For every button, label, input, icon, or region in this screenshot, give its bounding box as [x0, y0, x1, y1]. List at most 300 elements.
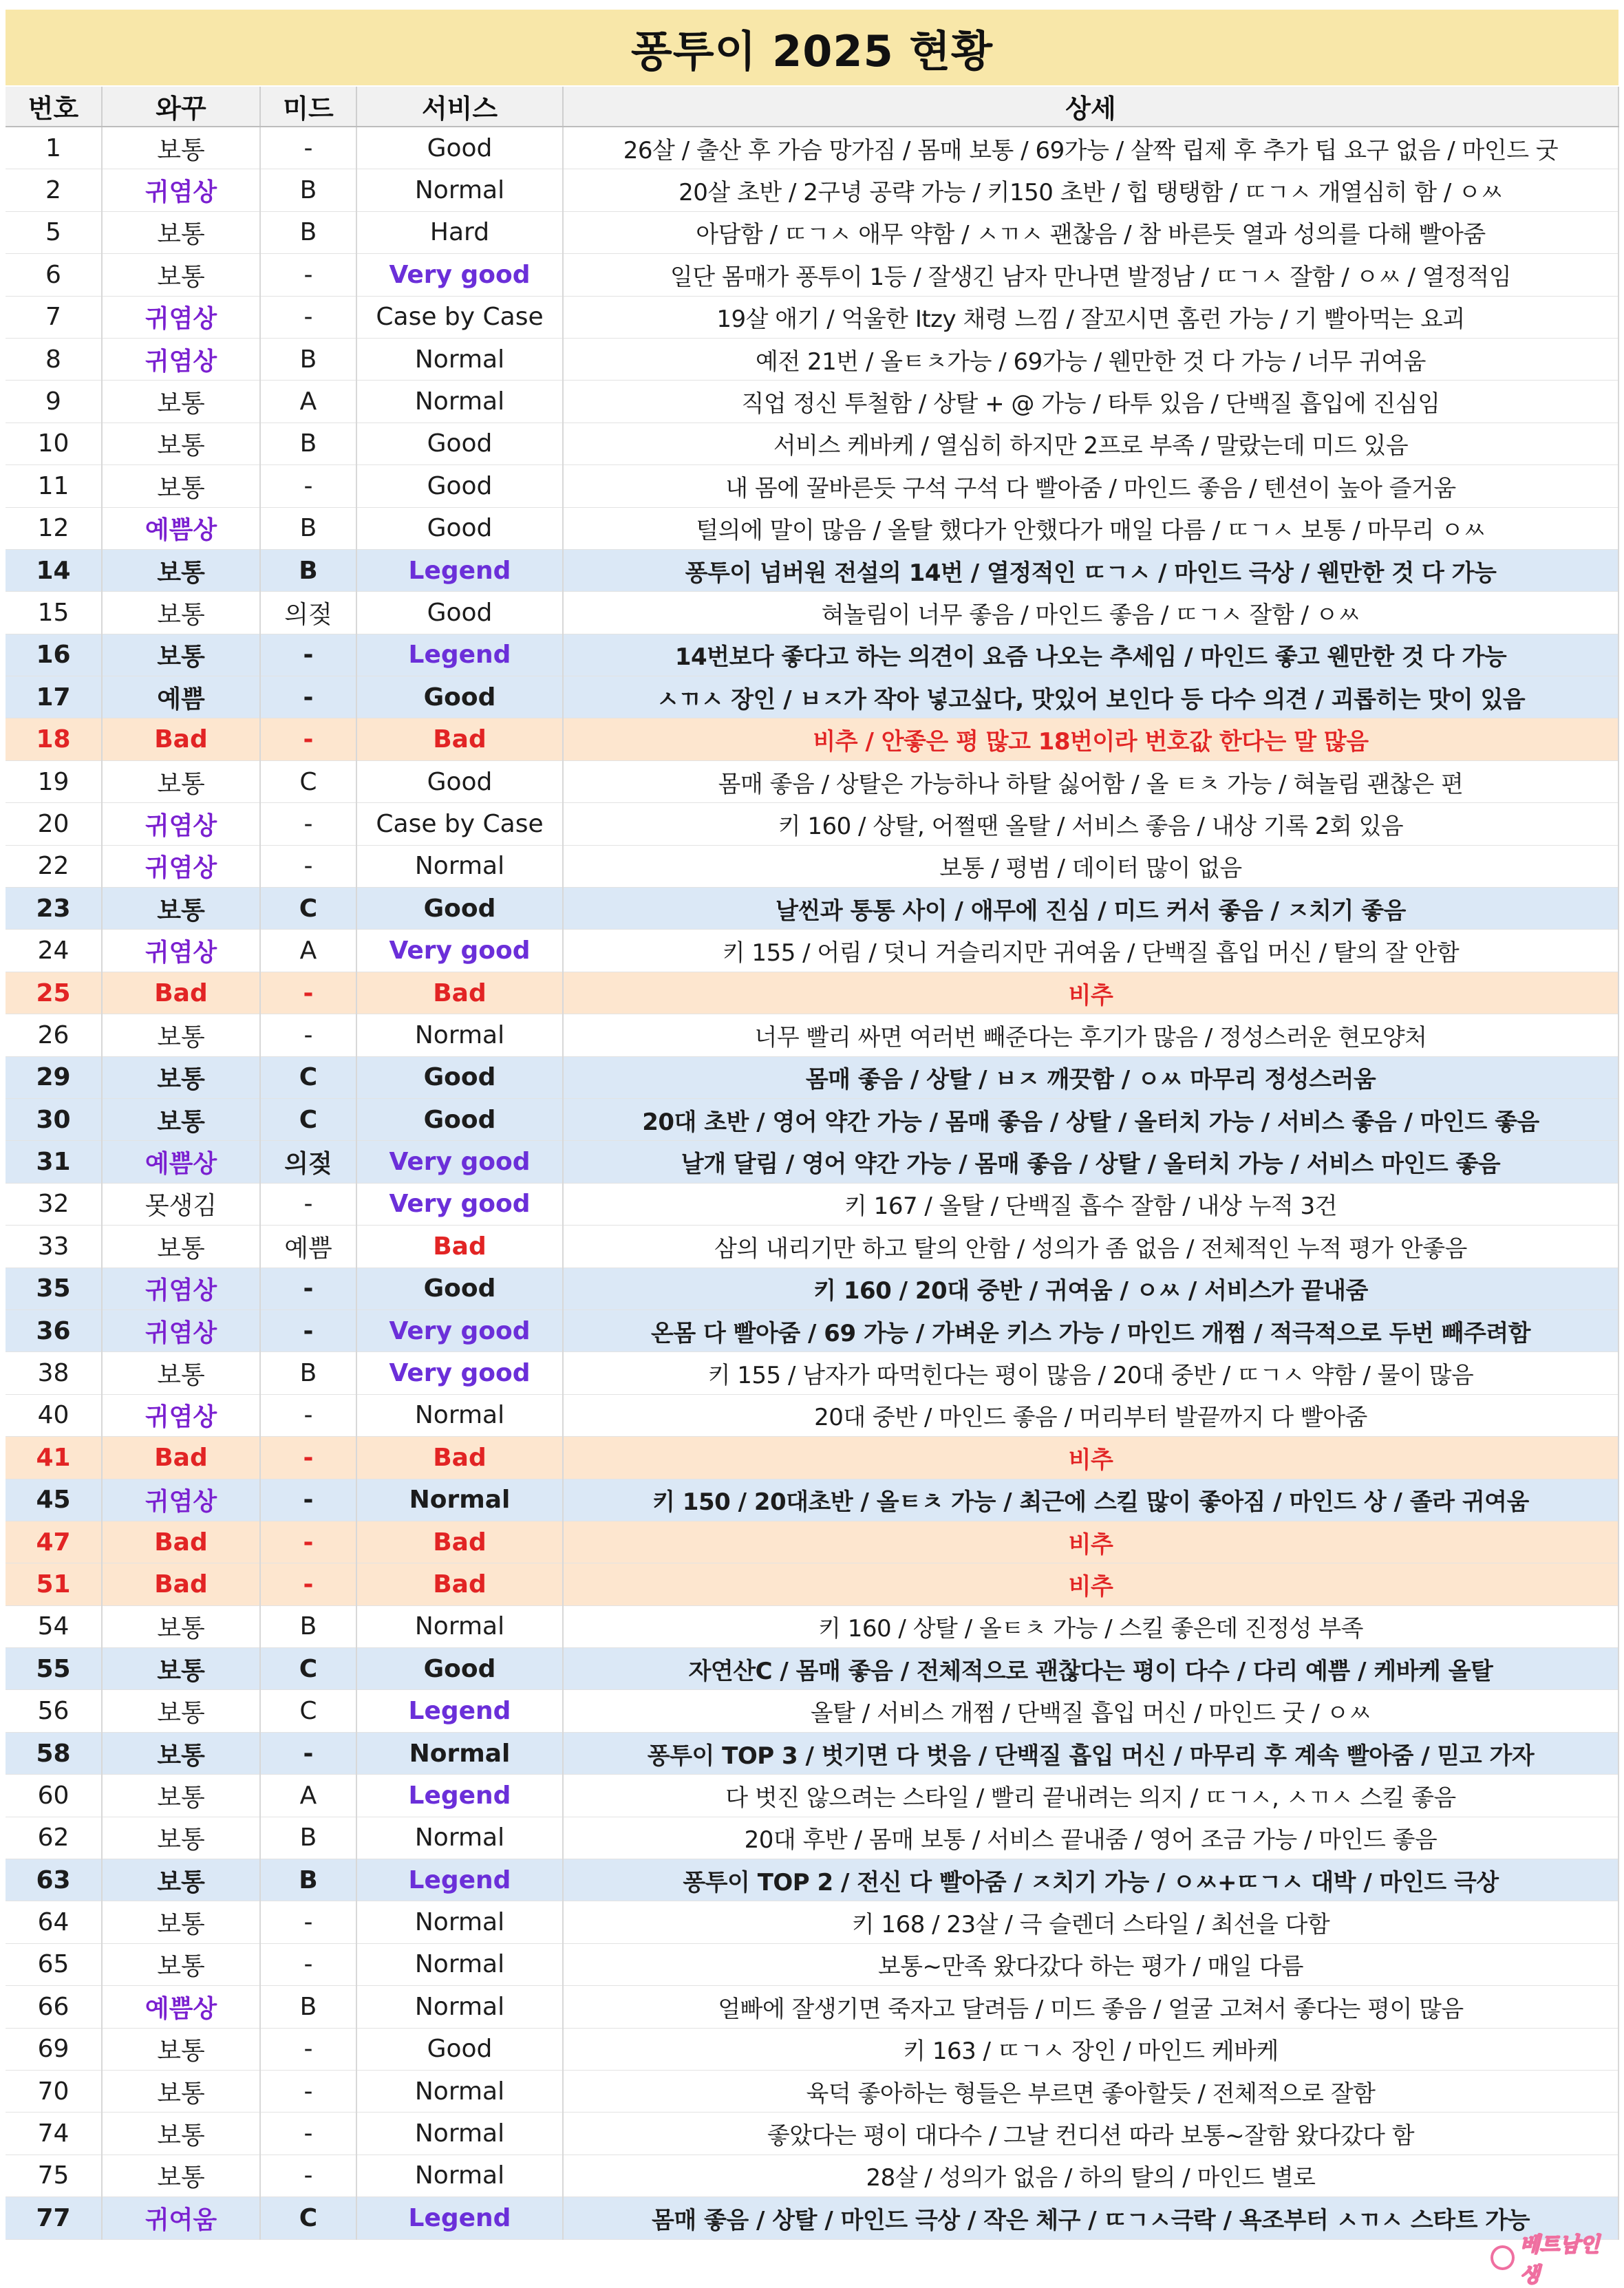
- cell-number: 18: [6, 718, 102, 760]
- cell-detail: 너무 빨리 싸면 여러번 빼준다는 후기가 많음 / 정성스러운 현모양처: [563, 1014, 1618, 1056]
- cell-number: 40: [6, 1394, 102, 1436]
- cell-service: Legend: [356, 1690, 563, 1732]
- cell-service: Good: [356, 676, 563, 718]
- header-detail: 상세: [563, 87, 1618, 127]
- table-row: [6, 254, 1618, 296]
- heart-logo-icon: [1491, 2245, 1515, 2270]
- cell-looks: 보통: [102, 1901, 260, 1943]
- cell-number: 47: [6, 1521, 102, 1563]
- table-row: [6, 2197, 1618, 2239]
- cell-looks: 보통: [102, 423, 260, 464]
- cell-number: 77: [6, 2197, 102, 2239]
- cell-service: Good: [356, 465, 563, 507]
- cell-number: 32: [6, 1183, 102, 1225]
- cell-mid: -: [260, 1183, 356, 1225]
- cell-number: 63: [6, 1859, 102, 1901]
- cell-number: 75: [6, 2155, 102, 2196]
- header-service: 서비스: [356, 87, 563, 127]
- cell-looks: 보통: [102, 1056, 260, 1098]
- table-row: [6, 423, 1618, 464]
- cell-looks: 귀염상: [102, 1309, 260, 1351]
- cell-mid: B: [260, 169, 356, 211]
- cell-looks: 보통: [102, 1943, 260, 1985]
- cell-service: Normal: [356, 381, 563, 423]
- table-row: [6, 888, 1618, 930]
- cell-service: Normal: [356, 2155, 563, 2196]
- cell-number: 31: [6, 1141, 102, 1183]
- table-row: [6, 465, 1618, 507]
- cell-number: 26: [6, 1014, 102, 1056]
- cell-detail: 날개 달림 / 영어 약간 가능 / 몸매 좋음 / 상탈 / 올터치 가능 / 서비스 마인드 좋음: [563, 1141, 1618, 1183]
- cell-detail: 키 160 / 상탈, 어쩔땐 올탈 / 서비스 좋음 / 내상 기록 2회 있음: [563, 803, 1618, 845]
- table-row: [6, 1014, 1618, 1056]
- cell-looks: 보통: [102, 1226, 260, 1268]
- cell-mid: B: [260, 338, 356, 380]
- table-row: [6, 296, 1618, 338]
- cell-looks: 귀염상: [102, 338, 260, 380]
- cell-looks: 귀염상: [102, 1394, 260, 1436]
- cell-mid: 의젖: [260, 1141, 356, 1183]
- cell-looks: 보통: [102, 2155, 260, 2196]
- cell-mid: -: [260, 1437, 356, 1479]
- cell-mid: -: [260, 845, 356, 887]
- cell-service: Normal: [356, 1394, 563, 1436]
- title-bar: [6, 10, 1618, 85]
- cell-number: 41: [6, 1437, 102, 1479]
- cell-service: Good: [356, 1056, 563, 1098]
- cell-service: Good: [356, 888, 563, 930]
- cell-number: 30: [6, 1098, 102, 1140]
- cell-service: Hard: [356, 211, 563, 253]
- cell-mid: C: [260, 1056, 356, 1098]
- cell-detail: 내 몸에 꿀바른듯 구석 구석 다 빨아줌 / 마인드 좋음 / 텐션이 높아 즐거움: [563, 465, 1618, 507]
- page-title: 퐁투이 2025 현황: [630, 25, 994, 76]
- cell-mid: B: [260, 1605, 356, 1647]
- cell-service: Good: [356, 592, 563, 634]
- cell-number: 38: [6, 1352, 102, 1394]
- cell-service: Very good: [356, 1183, 563, 1225]
- cell-service: Good: [356, 1268, 563, 1309]
- cell-looks: 보통: [102, 592, 260, 634]
- cell-service: Normal: [356, 2113, 563, 2155]
- cell-detail: 20살 초반 / 2구녕 공략 가능 / 키150 초반 / 힙 탱탱함 / ㄸㄱㅅ 개열심히 함 / ㅇㅆ: [563, 169, 1618, 211]
- cell-service: Very good: [356, 930, 563, 972]
- cell-detail: 직업 정신 투철함 / 상탈 + @ 가능 / 타투 있음 / 단백질 흡입에 진심임: [563, 381, 1618, 423]
- table-row: [6, 169, 1618, 211]
- cell-service: Very good: [356, 1141, 563, 1183]
- cell-mid: -: [260, 972, 356, 1014]
- cell-detail: 보통 / 평범 / 데이터 많이 없음: [563, 845, 1618, 887]
- cell-mid: -: [260, 465, 356, 507]
- cell-detail: 퐁투이 TOP 2 / 전신 다 빨아줌 / ㅈ치기 가능 / ㅇㅆ+ㄸㄱㅅ 대박 / 마인드 극상: [563, 1859, 1618, 1901]
- cell-service: Bad: [356, 972, 563, 1014]
- cell-service: Normal: [356, 1479, 563, 1521]
- cell-mid: -: [260, 254, 356, 296]
- header-looks: 와꾸: [102, 87, 260, 127]
- cell-number: 60: [6, 1775, 102, 1817]
- cell-mid: 의젖: [260, 592, 356, 634]
- cell-number: 10: [6, 423, 102, 464]
- cell-detail: 퐁투이 TOP 3 / 벗기면 다 벗음 / 단백질 흡입 머신 / 마무리 후 계속 빨아줌 / 믿고 가자: [563, 1732, 1618, 1774]
- cell-detail: 혀놀림이 너무 좋음 / 마인드 좋음 / ㄸㄱㅅ 잘함 / ㅇㅆ: [563, 592, 1618, 634]
- table-row: [6, 2070, 1618, 2112]
- cell-looks: 보통: [102, 465, 260, 507]
- table-row: [6, 549, 1618, 591]
- cell-mid: -: [260, 2028, 356, 2070]
- cell-mid: C: [260, 888, 356, 930]
- table-row: [6, 592, 1618, 634]
- cell-mid: -: [260, 718, 356, 760]
- cell-mid: -: [260, 2155, 356, 2196]
- cell-service: Very good: [356, 254, 563, 296]
- cell-service: Normal: [356, 1732, 563, 1774]
- cell-mid: -: [260, 1563, 356, 1605]
- table-row: [6, 1437, 1618, 1479]
- cell-detail: 20대 중반 / 마인드 좋음 / 머리부터 발끝까지 다 빨아줌: [563, 1394, 1618, 1436]
- cell-mid: -: [260, 1014, 356, 1056]
- table-row: [6, 718, 1618, 760]
- cell-looks: 귀여움: [102, 2197, 260, 2239]
- cell-mid: -: [260, 1479, 356, 1521]
- table-row: [6, 1648, 1618, 1690]
- cell-number: 15: [6, 592, 102, 634]
- cell-detail: 다 벗진 않으려는 스타일 / 빨리 끝내려는 의지 / ㄸㄱㅅ, ㅅㄲㅅ 스킬 좋음: [563, 1775, 1618, 1817]
- table-row: [6, 338, 1618, 380]
- cell-service: Very good: [356, 1309, 563, 1351]
- cell-detail: 날씬과 통통 사이 / 애무에 진심 / 미드 커서 좋음 / ㅈ치기 좋음: [563, 888, 1618, 930]
- cell-service: Normal: [356, 1901, 563, 1943]
- cell-detail: 털의에 말이 많음 / 올탈 했다가 안했다가 매일 다름 / ㄸㄱㅅ 보통 / 마무리 ㅇㅆ: [563, 507, 1618, 549]
- cell-number: 7: [6, 296, 102, 338]
- cell-number: 8: [6, 338, 102, 380]
- cell-detail: 올탈 / 서비스 개쩜 / 단백질 흡입 머신 / 마인드 굿 / ㅇㅆ: [563, 1690, 1618, 1732]
- cell-detail: 육덕 좋아하는 형들은 부르면 좋아할듯 / 전체적으로 잘함: [563, 2070, 1618, 2112]
- cell-number: 54: [6, 1605, 102, 1647]
- table-row: [6, 1986, 1618, 2028]
- cell-looks: 보통: [102, 1817, 260, 1859]
- cell-mid: C: [260, 1648, 356, 1690]
- cell-service: Legend: [356, 1775, 563, 1817]
- cell-number: 36: [6, 1309, 102, 1351]
- cell-number: 23: [6, 888, 102, 930]
- cell-looks: 귀염상: [102, 930, 260, 972]
- cell-mid: -: [260, 1309, 356, 1351]
- cell-service: Normal: [356, 845, 563, 887]
- table-row: [6, 1943, 1618, 1985]
- cell-service: Case by Case: [356, 296, 563, 338]
- cell-detail: 예전 21번 / 올ㅌㅊ가능 / 69가능 / 웬만한 것 다 가능 / 너무 귀여움: [563, 338, 1618, 380]
- cell-service: Bad: [356, 1563, 563, 1605]
- cell-number: 24: [6, 930, 102, 972]
- cell-mid: -: [260, 676, 356, 718]
- cell-looks: 보통: [102, 2070, 260, 2112]
- cell-detail: 키 160 / 20대 중반 / 귀여움 / ㅇㅆ / 서비스가 끝내줌: [563, 1268, 1618, 1309]
- cell-detail: 아담함 / ㄸㄱㅅ 애무 약함 / ㅅㄲㅅ 괜찮음 / 참 바른듯 열과 성의를 다해 빨아줌: [563, 211, 1618, 253]
- cell-mid: B: [260, 1986, 356, 2028]
- cell-number: 69: [6, 2028, 102, 2070]
- cell-detail: 보통~만족 왔다갔다 하는 평가 / 매일 다름: [563, 1943, 1618, 1985]
- cell-mid: B: [260, 423, 356, 464]
- cell-looks: 보통: [102, 2113, 260, 2155]
- cell-mid: -: [260, 1732, 356, 1774]
- cell-number: 35: [6, 1268, 102, 1309]
- cell-mid: -: [260, 1521, 356, 1563]
- cell-number: 74: [6, 2113, 102, 2155]
- cell-looks: 보통: [102, 1690, 260, 1732]
- cell-detail: 온몸 다 빨아줌 / 69 가능 / 가벼운 키스 가능 / 마인드 개쩜 / 적극적으로 두번 빼주려함: [563, 1309, 1618, 1351]
- table-row: [6, 507, 1618, 549]
- cell-looks: 보통: [102, 888, 260, 930]
- cell-detail: 키 168 / 23살 / 극 슬렌더 스타일 / 최선을 다함: [563, 1901, 1618, 1943]
- cell-detail: 비추: [563, 972, 1618, 1014]
- cell-number: 58: [6, 1732, 102, 1774]
- table-row: [6, 1098, 1618, 1140]
- status-table: [6, 87, 1619, 2240]
- table-row: [6, 1309, 1618, 1351]
- cell-mid: -: [260, 2070, 356, 2112]
- cell-mid: -: [260, 1394, 356, 1436]
- cell-mid: C: [260, 760, 356, 802]
- table-row: [6, 1690, 1618, 1732]
- cell-detail: 비추 / 안좋은 평 많고 18번이라 번호값 한다는 말 많음: [563, 718, 1618, 760]
- cell-mid: -: [260, 2113, 356, 2155]
- cell-number: 2: [6, 169, 102, 211]
- table-row: [6, 1605, 1618, 1647]
- header-mid: 미드: [260, 87, 356, 127]
- cell-detail: 몸매 좋음 / 상탈 / ㅂㅈ 깨끗함 / ㅇㅆ 마무리 정성스러움: [563, 1056, 1618, 1098]
- cell-looks: 귀염상: [102, 169, 260, 211]
- cell-detail: 좋았다는 평이 대다수 / 그날 컨디션 따라 보통~잘함 왔다갔다 함: [563, 2113, 1618, 2155]
- cell-mid: A: [260, 381, 356, 423]
- cell-looks: Bad: [102, 1521, 260, 1563]
- cell-number: 19: [6, 760, 102, 802]
- cell-detail: 비추: [563, 1563, 1618, 1605]
- cell-detail: 비추: [563, 1437, 1618, 1479]
- table-row: [6, 972, 1618, 1014]
- cell-mid: B: [260, 1817, 356, 1859]
- cell-detail: 얼빠에 잘생기면 죽자고 달려듬 / 미드 좋음 / 얼굴 고쳐서 좋다는 평이 많음: [563, 1986, 1618, 2028]
- table-row: [6, 1394, 1618, 1436]
- cell-mid: -: [260, 1901, 356, 1943]
- watermark: [1491, 2233, 1614, 2287]
- cell-number: 65: [6, 1943, 102, 1985]
- cell-service: Good: [356, 2028, 563, 2070]
- table-row: [6, 1226, 1618, 1268]
- cell-number: 9: [6, 381, 102, 423]
- cell-number: 51: [6, 1563, 102, 1605]
- cell-service: Normal: [356, 1605, 563, 1647]
- table-row: [6, 2155, 1618, 2196]
- cell-detail: 20대 초반 / 영어 약간 가능 / 몸매 좋음 / 상탈 / 올터치 가능 / 서비스 좋음 / 마인드 좋음: [563, 1098, 1618, 1140]
- cell-mid: B: [260, 211, 356, 253]
- cell-detail: 26살 / 출산 후 가슴 망가짐 / 몸매 보통 / 69가능 / 살짝 립제 후 추가 팁 요구 없음 / 마인드 굿: [563, 127, 1618, 169]
- cell-looks: Bad: [102, 972, 260, 1014]
- cell-service: Normal: [356, 338, 563, 380]
- cell-looks: 못생김: [102, 1183, 260, 1225]
- table-body: [6, 127, 1618, 2239]
- cell-detail: 키 163 / ㄸㄱㅅ 장인 / 마인드 케바케: [563, 2028, 1618, 2070]
- header-row: [6, 87, 1618, 127]
- cell-detail: 비추: [563, 1521, 1618, 1563]
- table-row: [6, 1056, 1618, 1098]
- cell-number: 25: [6, 972, 102, 1014]
- cell-looks: 보통: [102, 1648, 260, 1690]
- cell-mid: -: [260, 803, 356, 845]
- cell-number: 5: [6, 211, 102, 253]
- table-row: [6, 127, 1618, 169]
- table-row: [6, 845, 1618, 887]
- cell-detail: 키 167 / 올탈 / 단백질 흡수 잘함 / 내상 누적 3건: [563, 1183, 1618, 1225]
- cell-looks: 예쁨: [102, 676, 260, 718]
- cell-detail: 키 160 / 상탈 / 올ㅌㅊ 가능 / 스킬 좋은데 진정성 부족: [563, 1605, 1618, 1647]
- cell-service: Normal: [356, 1817, 563, 1859]
- header-number: 번호: [6, 87, 102, 127]
- cell-detail: 자연산C / 몸매 좋음 / 전체적으로 괜찮다는 평이 다수 / 다리 예쁨 / 케바케 올탈: [563, 1648, 1618, 1690]
- cell-detail: 키 150 / 20대초반 / 올ㅌㅊ 가능 / 최근에 스킬 많이 좋아짐 / 마인드 상 / 졸라 귀여움: [563, 1479, 1618, 1521]
- cell-number: 33: [6, 1226, 102, 1268]
- table-row: [6, 1901, 1618, 1943]
- table-row: [6, 1268, 1618, 1309]
- cell-mid: -: [260, 127, 356, 169]
- cell-detail: 삼의 내리기만 하고 탈의 안함 / 성의가 좀 없음 / 전체적인 누적 평가 안좋음: [563, 1226, 1618, 1268]
- cell-number: 55: [6, 1648, 102, 1690]
- cell-looks: 귀염상: [102, 1268, 260, 1309]
- table-row: [6, 1817, 1618, 1859]
- cell-number: 56: [6, 1690, 102, 1732]
- cell-looks: 보통: [102, 634, 260, 676]
- cell-service: Case by Case: [356, 803, 563, 845]
- cell-mid: C: [260, 1690, 356, 1732]
- cell-service: Bad: [356, 1521, 563, 1563]
- cell-looks: 귀염상: [102, 845, 260, 887]
- cell-service: Normal: [356, 1986, 563, 2028]
- cell-service: Very good: [356, 1352, 563, 1394]
- cell-looks: 보통: [102, 254, 260, 296]
- table-row: [6, 1732, 1618, 1774]
- cell-detail: 몸매 좋음 / 상탈 / 마인드 극상 / 작은 체구 / ㄸㄱㅅ극락 / 욕조부터 ㅅㄲㅅ 스타트 가능: [563, 2197, 1618, 2239]
- cell-looks: 보통: [102, 1014, 260, 1056]
- cell-detail: ㅅㄲㅅ 장인 / ㅂㅈ가 작아 넣고싶다, 맛있어 보인다 등 다수 의견 / 괴롭히는 맛이 있음: [563, 676, 1618, 718]
- cell-detail: 28살 / 성의가 없음 / 하의 탈의 / 마인드 별로: [563, 2155, 1618, 2196]
- table-row: [6, 2113, 1618, 2155]
- cell-number: 20: [6, 803, 102, 845]
- cell-number: 66: [6, 1986, 102, 2028]
- cell-looks: 보통: [102, 760, 260, 802]
- cell-number: 29: [6, 1056, 102, 1098]
- cell-service: Bad: [356, 1226, 563, 1268]
- cell-mid: -: [260, 1943, 356, 1985]
- cell-looks: 귀염상: [102, 1479, 260, 1521]
- cell-number: 22: [6, 845, 102, 887]
- table-row: [6, 760, 1618, 802]
- cell-number: 6: [6, 254, 102, 296]
- watermark-text: 베트남인생: [1519, 2233, 1600, 2287]
- cell-detail: 20대 후반 / 몸매 보통 / 서비스 끝내줌 / 영어 조금 가능 / 마인드 좋음: [563, 1817, 1618, 1859]
- cell-looks: 귀염상: [102, 296, 260, 338]
- cell-number: 17: [6, 676, 102, 718]
- cell-service: Good: [356, 760, 563, 802]
- cell-service: Good: [356, 507, 563, 549]
- cell-service: Legend: [356, 634, 563, 676]
- table-row: [6, 211, 1618, 253]
- table-row: [6, 1859, 1618, 1901]
- cell-service: Normal: [356, 2070, 563, 2112]
- cell-number: 12: [6, 507, 102, 549]
- cell-looks: 보통: [102, 381, 260, 423]
- cell-looks: 보통: [102, 1605, 260, 1647]
- table-row: [6, 930, 1618, 972]
- cell-service: Good: [356, 127, 563, 169]
- table-row: [6, 803, 1618, 845]
- cell-mid: -: [260, 634, 356, 676]
- cell-service: Good: [356, 1098, 563, 1140]
- cell-detail: 키 155 / 어림 / 덧니 거슬리지만 귀여움 / 단백질 흡입 머신 / 탈의 잘 안함: [563, 930, 1618, 972]
- cell-number: 14: [6, 549, 102, 591]
- cell-looks: 보통: [102, 127, 260, 169]
- cell-looks: 예쁨상: [102, 1141, 260, 1183]
- cell-looks: 보통: [102, 1859, 260, 1901]
- cell-mid: C: [260, 1098, 356, 1140]
- cell-looks: 보통: [102, 2028, 260, 2070]
- cell-looks: 예쁨상: [102, 1986, 260, 2028]
- cell-looks: Bad: [102, 718, 260, 760]
- table-row: [6, 676, 1618, 718]
- cell-number: 70: [6, 2070, 102, 2112]
- cell-looks: 보통: [102, 211, 260, 253]
- cell-service: Normal: [356, 1014, 563, 1056]
- cell-detail: 서비스 케바케 / 열심히 하지만 2프로 부족 / 말랐는데 미드 있음: [563, 423, 1618, 464]
- table-row: [6, 1141, 1618, 1183]
- table-row: [6, 1479, 1618, 1521]
- cell-service: Normal: [356, 1943, 563, 1985]
- cell-looks: 보통: [102, 1775, 260, 1817]
- cell-service: Good: [356, 423, 563, 464]
- cell-looks: Bad: [102, 1437, 260, 1479]
- cell-number: 1: [6, 127, 102, 169]
- cell-detail: 키 155 / 남자가 따먹힌다는 평이 많음 / 20대 중반 / ㄸㄱㅅ 약함 / 물이 많음: [563, 1352, 1618, 1394]
- cell-mid: B: [260, 549, 356, 591]
- cell-looks: 보통: [102, 1098, 260, 1140]
- table-row: [6, 634, 1618, 676]
- cell-looks: 보통: [102, 1352, 260, 1394]
- cell-service: Legend: [356, 549, 563, 591]
- cell-looks: 보통: [102, 1732, 260, 1774]
- cell-number: 64: [6, 1901, 102, 1943]
- table-row: [6, 381, 1618, 423]
- cell-looks: 예쁨상: [102, 507, 260, 549]
- cell-detail: 일단 몸매가 퐁투이 1등 / 잘생긴 남자 만나면 발정남 / ㄸㄱㅅ 잘함 / ㅇㅆ / 열정적임: [563, 254, 1618, 296]
- cell-number: 45: [6, 1479, 102, 1521]
- cell-detail: 19살 애기 / 억울한 Itzy 채령 느낌 / 잘꼬시면 홈런 가능 / 기 빨아먹는 요괴: [563, 296, 1618, 338]
- table-row: [6, 2028, 1618, 2070]
- cell-mid: B: [260, 1859, 356, 1901]
- table-row: [6, 1563, 1618, 1605]
- cell-mid: -: [260, 296, 356, 338]
- cell-number: 11: [6, 465, 102, 507]
- cell-detail: 14번보다 좋다고 하는 의견이 요즘 나오는 추세임 / 마인드 좋고 웬만한 것 다 가능: [563, 634, 1618, 676]
- cell-mid: A: [260, 930, 356, 972]
- cell-looks: 귀염상: [102, 803, 260, 845]
- cell-mid: 예쁨: [260, 1226, 356, 1268]
- table-row: [6, 1521, 1618, 1563]
- table-row: [6, 1183, 1618, 1225]
- cell-mid: C: [260, 2197, 356, 2239]
- cell-detail: 몸매 좋음 / 상탈은 가능하나 하탈 싫어함 / 올 ㅌㅊ 가능 / 혀놀림 괜찮은 편: [563, 760, 1618, 802]
- cell-mid: -: [260, 1268, 356, 1309]
- cell-mid: B: [260, 507, 356, 549]
- table-row: [6, 1352, 1618, 1394]
- cell-number: 16: [6, 634, 102, 676]
